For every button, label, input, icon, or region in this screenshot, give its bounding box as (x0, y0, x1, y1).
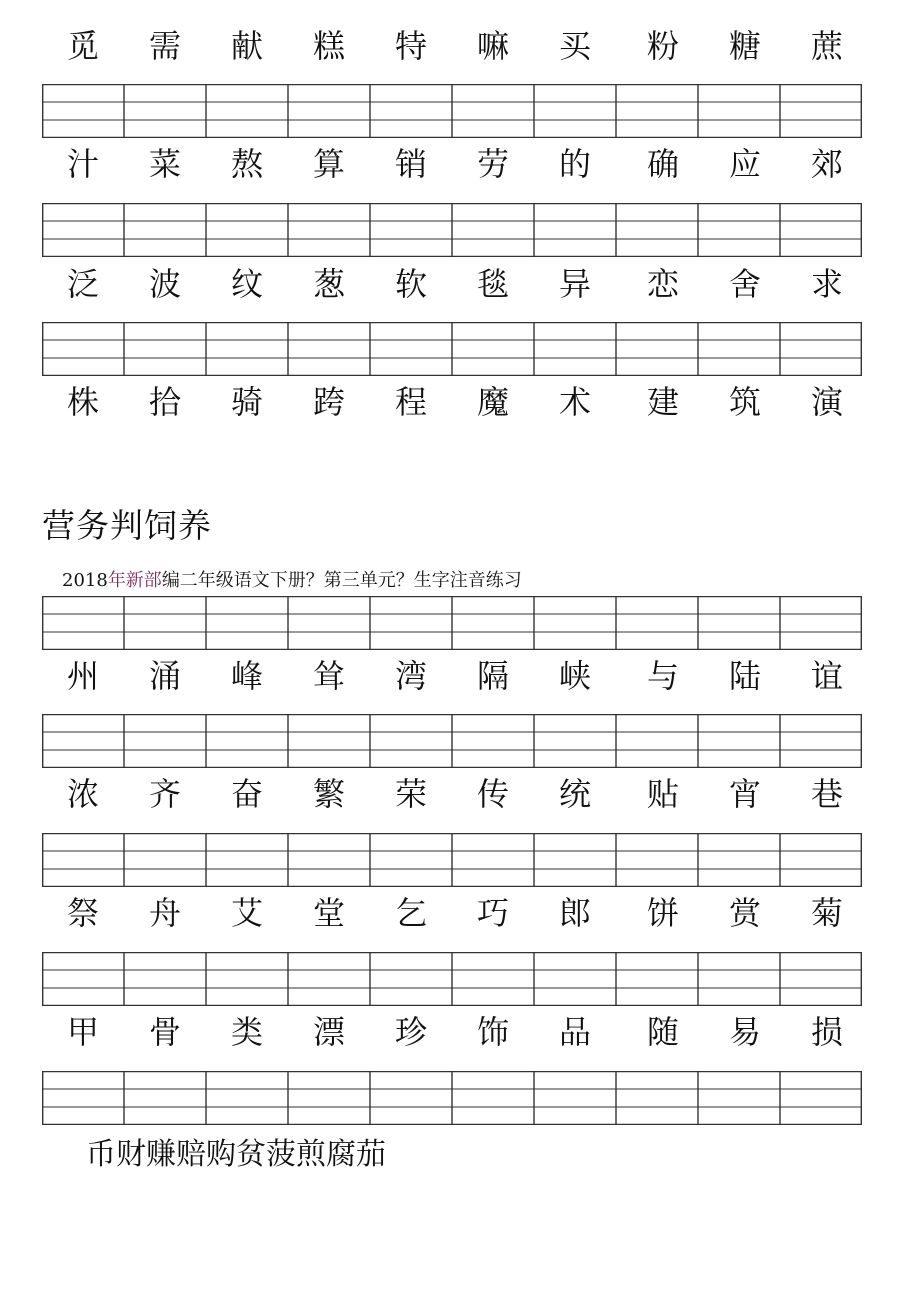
char-row (42, 140, 862, 188)
character: 耸 (312, 657, 345, 695)
character: 菊 (810, 894, 843, 932)
worksheet-subtitle (62, 566, 522, 592)
character: 郊 (810, 145, 843, 183)
character: 的 (558, 145, 591, 183)
character: 菜 (148, 145, 181, 183)
pinyin-lines (42, 84, 862, 138)
character: 荣 (394, 775, 427, 813)
character: 奋 (230, 775, 263, 813)
character: 甲 (66, 1013, 99, 1051)
character: 舟 (148, 894, 181, 932)
character: 谊 (810, 657, 843, 695)
char-row (42, 652, 862, 700)
character: 蔗 (810, 27, 843, 65)
character: 艾 (230, 894, 263, 932)
character: 特 (394, 27, 427, 65)
extra-characters-line: 币财赚赔购贫菠煎腐茄 (86, 1137, 386, 1172)
character: 需 (148, 27, 181, 65)
pinyin-grid (42, 952, 862, 1006)
pinyin-lines (42, 833, 862, 887)
character: 程 (394, 383, 427, 421)
character: 易 (728, 1013, 761, 1051)
character: 繁 (312, 775, 345, 813)
pinyin-lines (42, 952, 862, 1006)
character: 劳 (476, 145, 509, 183)
character: 品 (558, 1013, 591, 1051)
character: 贴 (646, 775, 679, 813)
character: 巷 (810, 775, 843, 813)
character: 跨 (312, 383, 345, 421)
character: 软 (394, 265, 427, 303)
character: 涌 (148, 657, 181, 695)
extra-characters-line: 营务判饲养 (42, 506, 212, 545)
character: 熬 (230, 145, 263, 183)
character: 饼 (646, 894, 679, 932)
character: 郎 (558, 894, 591, 932)
pinyin-lines (42, 714, 862, 768)
pinyin-lines (42, 1071, 862, 1125)
character: 毯 (476, 265, 509, 303)
character: 陆 (728, 657, 761, 695)
character: 巧 (476, 894, 509, 932)
character: 传 (476, 775, 509, 813)
character: 统 (558, 775, 591, 813)
character: 筑 (728, 383, 761, 421)
pinyin-grid (42, 1071, 862, 1125)
character: 觅 (66, 27, 99, 65)
pinyin-grid (42, 322, 862, 376)
character: 建 (646, 383, 679, 421)
character: 泛 (66, 265, 99, 303)
character: 求 (810, 265, 843, 303)
character: 峰 (230, 657, 263, 695)
character: 演 (810, 383, 843, 421)
character: 恋 (646, 265, 679, 303)
char-row (42, 260, 862, 308)
character: 饰 (476, 1013, 509, 1051)
character: 随 (646, 1013, 679, 1051)
character: 浓 (66, 775, 99, 813)
character: 买 (558, 27, 591, 65)
character: 宵 (728, 775, 761, 813)
pinyin-grid (42, 833, 862, 887)
character: 乞 (394, 894, 427, 932)
character: 峡 (558, 657, 591, 695)
character: 株 (66, 383, 99, 421)
character: 纹 (230, 265, 263, 303)
pinyin-grid (42, 84, 862, 138)
character: 拾 (148, 383, 181, 421)
subtitle-year: 2018 (62, 570, 108, 591)
character: 嘛 (476, 27, 509, 65)
character: 献 (230, 27, 263, 65)
character: 与 (646, 657, 679, 695)
pinyin-grid (42, 714, 862, 768)
pinyin-grid (42, 596, 862, 650)
character: 骨 (148, 1013, 181, 1051)
char-row (42, 889, 862, 937)
character: 骑 (230, 383, 263, 421)
character: 异 (558, 265, 591, 303)
character: 波 (148, 265, 181, 303)
character: 漂 (312, 1013, 345, 1051)
character: 州 (66, 657, 99, 695)
character: 隔 (476, 657, 509, 695)
pinyin-lines (42, 322, 862, 376)
character: 湾 (394, 657, 427, 695)
character: 确 (646, 145, 679, 183)
char-row (42, 22, 862, 70)
character: 销 (394, 145, 427, 183)
character: 珍 (394, 1013, 427, 1051)
character: 类 (230, 1013, 263, 1051)
character: 糕 (312, 27, 345, 65)
character: 术 (558, 383, 591, 421)
character: 葱 (312, 265, 345, 303)
pinyin-lines (42, 596, 862, 650)
character: 糖 (728, 27, 761, 65)
char-row (42, 1008, 862, 1056)
character: 赏 (728, 894, 761, 932)
character: 舍 (728, 265, 761, 303)
pinyin-grid (42, 203, 862, 257)
subtitle-highlight: 年新部 (107, 570, 162, 591)
pinyin-lines (42, 203, 862, 257)
char-row (42, 770, 862, 818)
character: 魔 (476, 383, 509, 421)
character: 祭 (66, 894, 99, 932)
character: 算 (312, 145, 345, 183)
subtitle-rest: 编二年级语文下册？第三单元？生字注音练习 (161, 570, 522, 591)
character: 齐 (148, 775, 181, 813)
character: 汁 (66, 145, 99, 183)
char-row (42, 378, 862, 426)
character: 堂 (312, 894, 345, 932)
character: 应 (728, 145, 761, 183)
character: 粉 (646, 27, 679, 65)
character: 损 (810, 1013, 843, 1051)
